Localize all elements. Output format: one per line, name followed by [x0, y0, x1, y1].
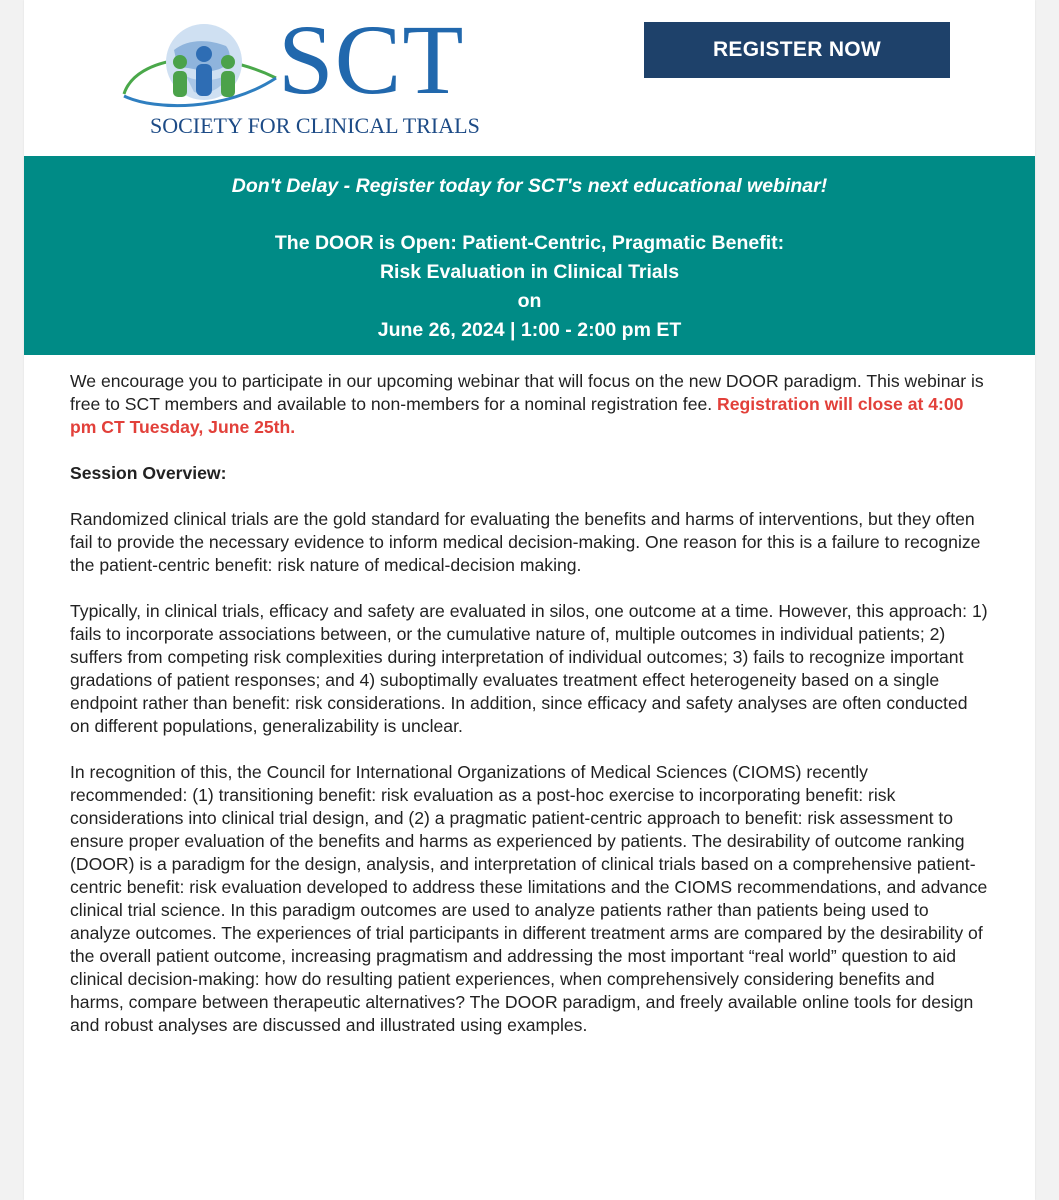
webinar-title-line: Risk Evaluation in Clinical Trials [379, 261, 680, 283]
webinar-title-line: on [517, 290, 542, 312]
logo-wordmark: SCT [278, 4, 465, 115]
email-header [24, 0, 1035, 156]
session-overview-heading: Session Overview: [70, 463, 227, 483]
overview-paragraph: Randomized clinical trials are the gold standard for evaluating the benefits and harms of interventions, but they often fail to provide the necessary evidence to inform medical decision-making. One reason for this is a failure to recognize the patient-centric benefit: risk nature of medical-decision making. [70, 509, 981, 575]
register-now-button[interactable]: REGISTER NOW [644, 22, 950, 78]
webinar-title-line: The DOOR is Open: Patient-Centric, Pragmatic Benefit: [274, 232, 785, 254]
email-card [24, 0, 1035, 1200]
webinar-banner [24, 156, 1035, 355]
banner-tagline: Don't Delay - Register today for SCT's next educational webinar! [231, 175, 828, 197]
overview-paragraph: In recognition of this, the Council for International Organizations of Medical Sciences (CIOMS) recently recommended: (1) transitioning benefit: risk evaluation as a post-hoc exercise to incorporating benefit: risk considerations into clinical trial design, and (2) a pragmatic patient-centric approach to benefit: risk assessment to ensure proper evaluation of the benefits and harms as experienced by patients. The desirability of outcome ranking (DOOR) is a paradigm for the design, analysis, and interpretation of clinical trials based on a comprehensive patient-centric benefit: risk evaluation developed to address these limitations and the CIOMS recommendations, and advance clinical trial science. In this paradigm outcomes are used to analyze patients rather than patients being used to analyze outcomes. The experiences of trial participants in different treatment arms are compared by the desirability of the overall patient outcome, increasing pragmatism and addressing the most important “real world” question to aid clinical decision-making: how do resulting patient experiences, when comprehensively considering benefits and harms, compare between therapeutic alternatives? The DOOR paradigm, and freely available online tools for design and robust analyses are discussed and illustrated using examples. [70, 762, 988, 1035]
intro-paragraph [70, 370, 990, 439]
webinar-title [24, 229, 1035, 345]
intro-text: We encourage you to participate in our upcoming webinar that will focus on the new DOOR paradigm. This webinar is free to SCT members and available to non-members for a nominal registration fee. [70, 371, 984, 414]
sct-logo[interactable] [116, 4, 506, 146]
webinar-date: June 26, 2024 | 1:00 - 2:00 pm ET [377, 319, 682, 341]
globe-people-icon [116, 16, 286, 126]
logo-tagline: SOCIETY FOR CLINICAL TRIALS [150, 113, 480, 138]
registration-deadline: Registration will close at 4:00 pm CT Tuesday, June 25th. [70, 394, 964, 437]
email-body [70, 370, 990, 1060]
overview-paragraph: Typically, in clinical trials, efficacy and safety are evaluated in silos, one outcome at a time. However, this approach: 1) fails to incorporate associations between, or the cumulative nature of, multiple outcomes in individual patients; 2) suffers from competing risk complexities during interpretation of individual outcomes; 3) fails to recognize important gradations of patient responses; and 4) suboptimally evaluates treatment effect heterogeneity based on a single endpoint rather than benefit: risk considerations. In addition, since efficacy and safety analyses are often conducted on different populations, generalizability is unclear. [70, 601, 988, 736]
